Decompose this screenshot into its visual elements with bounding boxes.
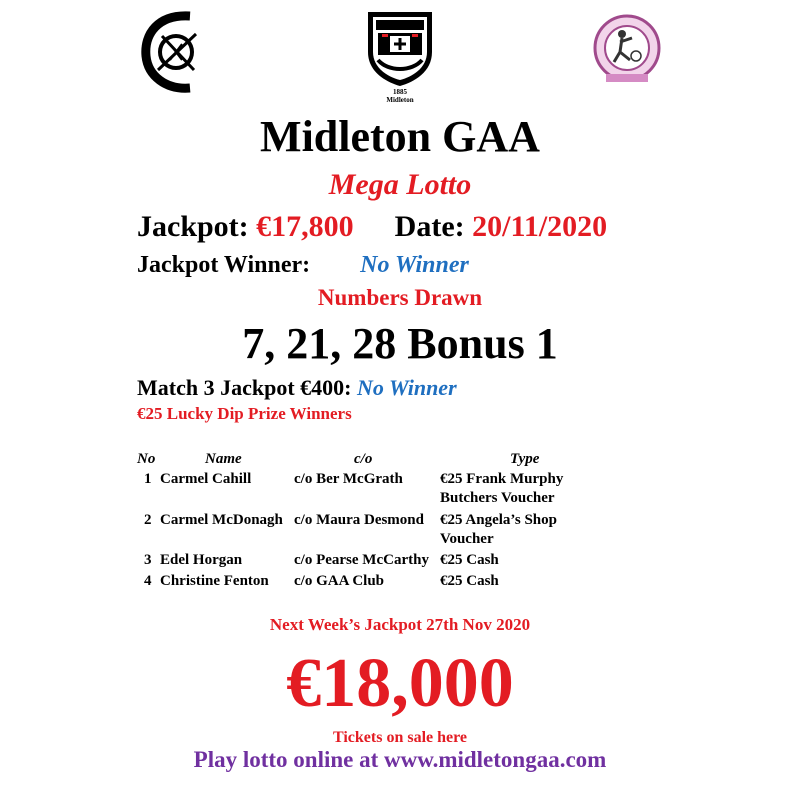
camogie-logo: [140, 10, 210, 94]
header-no: No: [137, 451, 156, 467]
midleton-crest: [364, 8, 436, 104]
header-name: Name: [205, 451, 242, 467]
date-value: 20/11/2020: [472, 210, 608, 243]
row3-no: 3: [144, 552, 152, 568]
header-co: c/o: [354, 451, 373, 467]
match3-line: [137, 374, 457, 402]
row1-name: Carmel Cahill: [160, 471, 252, 487]
jackpot-label: Jackpot:: [137, 210, 249, 243]
row3-name: Edel Horgan: [160, 552, 243, 568]
jackpot-value: €17,800: [256, 210, 354, 243]
match3-label: Match 3 Jackpot €400:: [137, 375, 352, 400]
row2-type: €25 Angela’s Shop Voucher: [440, 512, 557, 547]
row1-no: 1: [144, 471, 152, 487]
row3-type: €25 Cash: [440, 552, 499, 568]
next-week-jackpot-label: Next Week’s Jackpot 27th Nov 2020: [269, 615, 531, 634]
row3-co: c/o Pearse McCarthy: [294, 552, 429, 568]
row4-name: Christine Fenton: [160, 573, 269, 589]
ladies-football-logo: [592, 12, 662, 88]
jackpot-winner-line: [137, 250, 469, 280]
row4-no: 4: [144, 573, 152, 589]
row2-co: c/o Maura Desmond: [294, 512, 424, 528]
row4-co: c/o GAA Club: [294, 573, 385, 589]
match3-value: No Winner: [356, 375, 457, 400]
numbers-drawn-label: Numbers Drawn: [317, 285, 483, 310]
play-online-link[interactable]: Play lotto online at www.midletongaa.com: [193, 747, 607, 772]
next-jackpot-amount: €18,000: [286, 645, 514, 722]
row2-name: Carmel McDonagh: [160, 512, 283, 528]
numbers-drawn: 7, 21, 28 Bonus 1: [242, 319, 558, 368]
row4-type: €25 Cash: [440, 573, 499, 589]
lucky-dip-heading: €25 Lucky Dip Prize Winners: [137, 404, 352, 423]
crest-year: 1885: [393, 88, 407, 96]
page-subtitle: Mega Lotto: [328, 168, 472, 201]
row1-co: c/o Ber McGrath: [294, 471, 403, 487]
page-title: Midleton GAA: [260, 112, 540, 161]
header-type: Type: [510, 451, 540, 467]
tickets-on-sale: Tickets on sale here: [332, 729, 468, 746]
crest-place: Midleton: [386, 96, 414, 104]
row1-type: €25 Frank Murphy Butchers Voucher: [440, 471, 564, 506]
row2-no: 2: [144, 512, 152, 528]
jackpot-line: [137, 208, 607, 246]
winner-label: Jackpot Winner:: [137, 252, 311, 278]
winner-value: No Winner: [360, 252, 469, 278]
date-label: Date:: [394, 210, 465, 243]
